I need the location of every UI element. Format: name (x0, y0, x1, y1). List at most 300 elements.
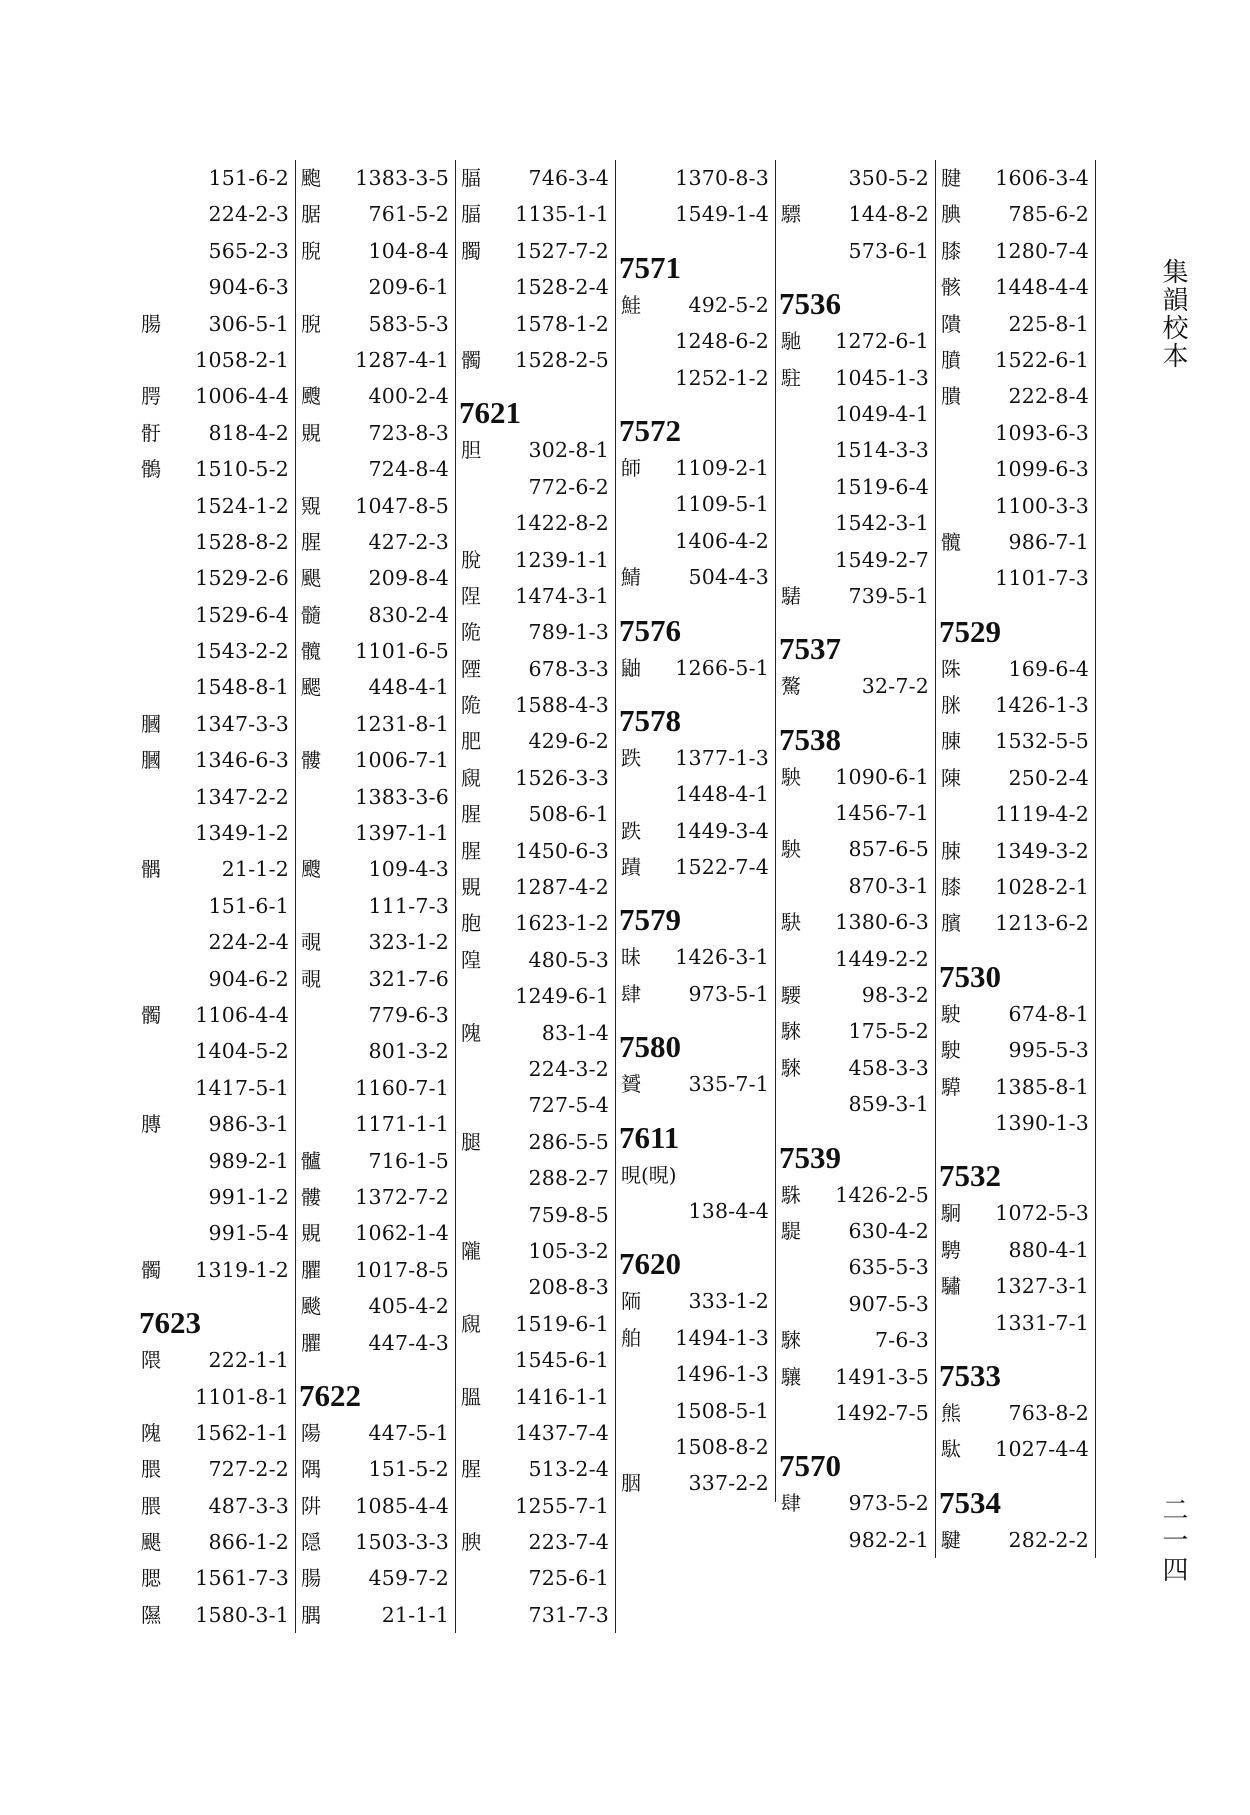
index-entry (297, 1288, 455, 1324)
entry-reference: 224-2-4 (208, 930, 289, 955)
entry-reference: 111-7-3 (368, 893, 449, 918)
entry-reference: 1072-5-3 (995, 1201, 1089, 1226)
index-entry (937, 378, 1095, 414)
entry-reference: 1006-4-4 (195, 384, 289, 409)
entry-character: 腢 (301, 1602, 321, 1627)
index-entry (137, 1215, 295, 1251)
entry-reference: 1449-2-2 (835, 946, 929, 971)
section-heading: 7622 (299, 1377, 361, 1413)
index-entry (457, 651, 615, 687)
entry-reference: 1542-3-1 (835, 511, 929, 536)
entry-reference: 986-3-1 (208, 1112, 289, 1137)
index-entry (457, 469, 615, 505)
entry-reference: 739-5-1 (848, 583, 929, 608)
entry-reference: 1346-6-3 (195, 748, 289, 773)
entry-character: 肆 (781, 1491, 801, 1516)
index-entry (617, 450, 775, 486)
entry-reference: 763-8-2 (1008, 1400, 1089, 1425)
index-entry (297, 560, 455, 596)
entry-character: 髑 (461, 347, 481, 372)
entry-character: 陒 (461, 620, 481, 645)
entry-reference: 1406-4-2 (675, 528, 769, 553)
entry-character: 髑 (141, 1002, 161, 1027)
entry-reference: 1404-5-2 (195, 1039, 289, 1064)
index-entry (937, 833, 1095, 869)
entry-reference: 1449-3-4 (675, 818, 769, 843)
index-entry (777, 578, 935, 614)
entry-character: 陒 (461, 693, 481, 718)
entry-reference: 1529-2-6 (195, 566, 289, 591)
index-entry (137, 997, 295, 1033)
entry-reference: 1528-2-5 (515, 347, 609, 372)
index-entry (137, 1106, 295, 1142)
index-entry (617, 287, 775, 323)
index-entry (937, 269, 1095, 305)
entry-character: 脒 (941, 693, 961, 718)
entry-character: 腒 (301, 202, 321, 227)
entry-character: 覛 (461, 1311, 481, 1336)
entry-reference: 630-4-2 (848, 1218, 929, 1243)
entry-reference: 1526-3-3 (515, 765, 609, 790)
entry-character: 隈 (141, 1348, 161, 1373)
entry-reference: 1549-2-7 (835, 547, 929, 572)
entry-reference: 1093-6-3 (995, 420, 1089, 445)
entry-reference: 1047-8-5 (355, 493, 449, 518)
entry-reference: 1109-2-1 (675, 455, 769, 480)
entry-reference: 1492-7-5 (835, 1400, 929, 1425)
entry-reference: 1372-7-2 (355, 1184, 449, 1209)
entry-reference: 1058-2-1 (195, 347, 289, 372)
entry-character: 膝 (941, 875, 961, 900)
entry-reference: 1319-1-2 (195, 1257, 289, 1282)
entry-character: 驃 (781, 202, 801, 227)
entry-reference: 1370-8-3 (675, 166, 769, 190)
index-entry (617, 1465, 775, 1501)
index-entry (937, 451, 1095, 487)
index-entry (137, 815, 295, 851)
entry-reference: 223-7-4 (528, 1530, 609, 1555)
entry-reference: 674-8-1 (1008, 1001, 1089, 1026)
entry-reference: 335-7-1 (688, 1072, 769, 1097)
index-entry (137, 851, 295, 887)
entry-reference: 224-2-3 (208, 202, 289, 227)
entry-character: 覛 (461, 765, 481, 790)
index-entry (297, 1325, 455, 1361)
entry-character: 胭 (621, 1471, 641, 1496)
index-entry (617, 1157, 775, 1193)
entry-reference: 337-2-2 (688, 1471, 769, 1496)
entry-character: 蹟 (621, 855, 641, 880)
entry-reference: 818-4-2 (208, 420, 289, 445)
index-entry (137, 415, 295, 451)
index-entry (457, 869, 615, 905)
index-entry (777, 542, 935, 578)
entry-reference: 801-3-2 (368, 1039, 449, 1064)
entry-character: 鯖 (621, 565, 641, 590)
entry-character: 腴 (461, 1530, 481, 1555)
entry-character: 隠 (301, 1530, 321, 1555)
index-entry (297, 451, 455, 487)
index-entry (777, 1286, 935, 1322)
index-entry (617, 486, 775, 522)
index-entry (617, 1429, 775, 1465)
entry-character: 胞 (461, 911, 481, 936)
entry-reference: 323-1-2 (368, 930, 449, 955)
entry-reference: 1532-5-5 (995, 729, 1089, 754)
entry-character: 舶 (621, 1325, 641, 1350)
entry-reference: 1252-1-2 (675, 365, 769, 390)
entry-reference: 21-1-2 (221, 857, 289, 882)
index-entry (937, 996, 1095, 1032)
index-entry (457, 160, 615, 196)
entry-reference: 870-3-1 (848, 873, 929, 898)
index-entry (777, 469, 935, 505)
entry-reference: 1510-5-2 (195, 457, 289, 482)
entry-reference: 508-6-1 (528, 802, 609, 827)
entry-character: 驤 (781, 1364, 801, 1389)
index-entry (457, 578, 615, 614)
entry-character: 腷 (461, 202, 481, 227)
index-entry (457, 269, 615, 305)
entry-reference: 1085-4-4 (355, 1493, 449, 1518)
index-entry (777, 233, 935, 269)
index-entry (777, 1086, 935, 1122)
index-entry (457, 687, 615, 723)
entry-reference: 982-2-1 (848, 1527, 929, 1552)
index-entry (457, 796, 615, 832)
entry-reference: 1519-6-4 (835, 474, 929, 499)
entry-reference: 222-1-1 (208, 1348, 289, 1373)
entry-reference: 789-1-3 (528, 620, 609, 645)
entry-reference: 250-2-4 (1008, 765, 1089, 790)
index-entry (617, 1393, 775, 1429)
entry-reference: 1385-8-1 (995, 1074, 1089, 1099)
entry-reference: 1397-1-1 (355, 821, 449, 846)
index-column-4 (617, 160, 776, 1502)
index-entry (137, 488, 295, 524)
index-entry (297, 924, 455, 960)
index-entry (777, 1213, 935, 1249)
index-column-1 (137, 160, 296, 1633)
index-entry (937, 196, 1095, 232)
index-entry (937, 1268, 1095, 1304)
entry-character: 髑 (141, 1257, 161, 1282)
index-entry (457, 978, 615, 1014)
index-entry (137, 160, 295, 196)
entry-reference: 1383-3-6 (355, 784, 449, 809)
index-entry (137, 1597, 295, 1633)
index-entry (137, 1488, 295, 1524)
entry-character: 颼 (301, 384, 321, 409)
index-entry (297, 961, 455, 997)
index-entry (457, 1560, 615, 1596)
entry-reference: 830-2-4 (368, 602, 449, 627)
entry-character: 駄 (941, 1437, 961, 1462)
entry-character: 腉 (301, 311, 321, 336)
entry-reference: 1519-6-1 (515, 1311, 609, 1336)
entry-reference: 1006-7-1 (355, 748, 449, 773)
entry-reference: 1213-6-2 (995, 911, 1089, 936)
entry-reference: 1426-2-5 (835, 1182, 929, 1207)
index-entry (777, 977, 935, 1013)
index-entry (297, 488, 455, 524)
entry-reference: 175-5-2 (848, 1019, 929, 1044)
index-entry (297, 1252, 455, 1288)
index-entry (777, 323, 935, 359)
entry-character: 髓 (301, 602, 321, 627)
entry-character: 駛 (941, 1038, 961, 1063)
index-entry (457, 1233, 615, 1269)
entry-reference: 169-6-4 (1008, 656, 1089, 681)
entry-character: 鼬 (621, 655, 641, 680)
entry-reference: 109-4-3 (368, 857, 449, 882)
entry-reference: 302-8-1 (528, 438, 609, 463)
index-entry (137, 1033, 295, 1069)
index-entry (777, 1322, 935, 1358)
entry-character: 駐 (781, 365, 801, 390)
index-entry (617, 523, 775, 559)
index-entry (457, 1015, 615, 1051)
index-entry (777, 196, 935, 232)
entry-reference: 1491-3-5 (835, 1364, 929, 1389)
entry-reference: 1474-3-1 (515, 583, 609, 608)
section-heading: 7536 (779, 286, 841, 322)
index-entry (937, 1032, 1095, 1068)
entry-reference: 222-8-4 (1008, 384, 1089, 409)
entry-reference: 1426-3-1 (675, 945, 769, 970)
entry-reference: 1580-3-1 (195, 1602, 289, 1627)
index-entry (137, 669, 295, 705)
index-entry (297, 669, 455, 705)
index-entry (937, 1522, 1095, 1558)
entry-reference: 1383-3-5 (355, 166, 449, 190)
entry-reference: 1529-6-4 (195, 602, 289, 627)
index-entry (777, 941, 935, 977)
entry-reference: 151-6-1 (208, 893, 289, 918)
entry-reference: 333-1-2 (688, 1289, 769, 1314)
index-entry (937, 723, 1095, 759)
entry-reference: 321-7-6 (368, 966, 449, 991)
index-entry (137, 560, 295, 596)
entry-character: 膕 (141, 748, 161, 773)
entry-character: 阱 (301, 1493, 321, 1518)
section-heading: 7578 (619, 702, 681, 738)
entry-reference: 1545-6-1 (515, 1348, 609, 1373)
entry-character: 駚 (781, 764, 801, 789)
entry-character: 鮭 (621, 292, 641, 317)
entry-character: 晛(晛) (621, 1162, 677, 1187)
index-entry (297, 779, 455, 815)
entry-reference: 1090-6-1 (835, 764, 929, 789)
entry-reference: 723-8-3 (368, 420, 449, 445)
entry-reference: 1508-8-2 (675, 1434, 769, 1459)
entry-reference: 1100-3-3 (995, 493, 1089, 518)
index-entry (297, 888, 455, 924)
index-entry (297, 1215, 455, 1251)
entry-reference: 973-5-1 (688, 981, 769, 1006)
index-entry (617, 976, 775, 1012)
entry-reference: 405-4-2 (368, 1294, 449, 1319)
entry-reference: 1448-4-1 (675, 782, 769, 807)
entry-character: 骬 (141, 420, 161, 445)
section-heading: 7580 (619, 1029, 681, 1065)
entry-character: 贇 (621, 1072, 641, 1097)
index-entry (617, 776, 775, 812)
index-entry (777, 1013, 935, 1049)
section-heading: 7579 (619, 902, 681, 938)
index-entry (937, 1069, 1095, 1105)
index-entry (297, 1560, 455, 1596)
index-entry (137, 597, 295, 633)
entry-reference: 306-5-1 (208, 311, 289, 336)
index-entry (297, 1415, 455, 1451)
index-entry (297, 1143, 455, 1179)
entry-reference: 1101-8-1 (195, 1384, 289, 1409)
index-entry (617, 196, 775, 232)
entry-character: 臞 (301, 1257, 321, 1282)
index-entry (137, 1560, 295, 1596)
entry-reference: 209-6-1 (368, 275, 449, 300)
section-heading: 7611 (619, 1119, 680, 1155)
entry-reference: 991-1-2 (208, 1184, 289, 1209)
entry-reference: 1416-1-1 (515, 1384, 609, 1409)
index-entry (297, 269, 455, 305)
entry-character: 陑 (621, 1289, 641, 1314)
entry-reference: 1426-1-3 (995, 693, 1089, 718)
entry-reference: 1522-7-4 (675, 855, 769, 880)
entry-reference: 1543-2-2 (195, 639, 289, 664)
entry-character: 髏 (301, 748, 321, 773)
entry-character: 颶 (301, 566, 321, 591)
entry-reference: 1422-8-2 (515, 511, 609, 536)
index-entry (617, 849, 775, 885)
entry-reference: 1171-1-1 (355, 1112, 449, 1137)
entry-character: 髗 (301, 1148, 321, 1173)
index-entry (297, 997, 455, 1033)
entry-character: 騋 (781, 1328, 801, 1353)
entry-reference: 1377-1-3 (675, 745, 769, 770)
entry-reference: 1417-5-1 (195, 1075, 289, 1100)
entry-reference: 1239-1-1 (515, 547, 609, 572)
entry-reference: 448-4-1 (368, 675, 449, 700)
entry-reference: 447-4-3 (368, 1330, 449, 1355)
index-entry (457, 1087, 615, 1123)
section-heading: 7570 (779, 1448, 841, 1484)
entry-reference: 1287-4-2 (515, 875, 609, 900)
entry-reference: 1528-8-2 (195, 529, 289, 554)
entry-character: 髖 (941, 529, 961, 554)
index-entry (937, 1395, 1095, 1431)
index-entry (137, 524, 295, 560)
index-entry (297, 1106, 455, 1142)
entry-character: 覞 (461, 875, 481, 900)
entry-reference: 282-2-2 (1008, 1527, 1089, 1552)
entry-reference: 1562-1-1 (195, 1420, 289, 1445)
entry-reference: 907-5-3 (848, 1291, 929, 1316)
entry-reference: 208-8-3 (528, 1275, 609, 1300)
index-entry (617, 740, 775, 776)
entry-character: 腥 (301, 529, 321, 554)
section-heading: 7537 (779, 631, 841, 667)
entry-reference: 761-5-2 (368, 202, 449, 227)
entry-character: 隅 (301, 1457, 321, 1482)
entry-reference: 1045-1-3 (835, 365, 929, 390)
entry-reference: 731-7-3 (528, 1602, 609, 1627)
index-entry (137, 1415, 295, 1451)
section-heading: 7571 (619, 249, 681, 285)
entry-character: 颼 (301, 857, 321, 882)
entry-character: 覗 (301, 930, 321, 955)
entry-reference: 1109-5-1 (675, 492, 769, 517)
entry-reference: 1578-1-2 (515, 311, 609, 336)
entry-character: 颶 (141, 1530, 161, 1555)
index-entry (137, 306, 295, 342)
entry-reference: 1062-1-4 (355, 1221, 449, 1246)
entry-character: 陎 (941, 656, 961, 681)
entry-reference: 1027-4-4 (995, 1437, 1089, 1462)
section-heading: 7576 (619, 612, 681, 648)
index-entry (137, 1342, 295, 1378)
index-entry (617, 939, 775, 975)
index-entry (297, 706, 455, 742)
index-entry (457, 1160, 615, 1196)
entry-reference: 427-2-3 (368, 529, 449, 554)
entry-reference: 98-3-2 (861, 983, 929, 1008)
section-heading: 7539 (779, 1139, 841, 1175)
index-entry (617, 559, 775, 595)
index-entry (777, 904, 935, 940)
entry-reference: 904-6-3 (208, 275, 289, 300)
index-entry (937, 651, 1095, 687)
entry-reference: 459-7-2 (368, 1566, 449, 1591)
entry-character: 膞 (141, 1112, 161, 1137)
index-entry (137, 269, 295, 305)
index-entry (457, 1269, 615, 1305)
entry-character: 跌 (621, 745, 641, 770)
index-entry (937, 1431, 1095, 1467)
entry-reference: 1503-3-3 (355, 1530, 449, 1555)
entry-reference: 487-3-3 (208, 1493, 289, 1518)
index-entry (137, 1252, 295, 1288)
entry-reference: 1623-1-2 (515, 911, 609, 936)
entry-reference: 991-5-4 (208, 1221, 289, 1246)
entry-reference: 573-6-1 (848, 238, 929, 263)
entry-reference: 866-1-2 (208, 1530, 289, 1555)
entry-character: 隰 (141, 1602, 161, 1627)
section-heading: 7623 (139, 1305, 201, 1341)
entry-reference: 986-7-1 (1008, 529, 1089, 554)
entry-reference: 224-3-2 (528, 1056, 609, 1081)
entry-reference: 32-7-2 (861, 674, 929, 699)
entry-reference: 759-8-5 (528, 1202, 609, 1227)
entry-character: 腮 (141, 1566, 161, 1591)
entry-reference: 1287-4-1 (355, 347, 449, 372)
index-entry (937, 1105, 1095, 1141)
entry-character: 騲 (941, 1074, 961, 1099)
entry-reference: 1280-7-4 (995, 238, 1089, 263)
entry-character: 脨 (941, 838, 961, 863)
entry-reference: 1349-1-2 (195, 821, 289, 846)
entry-character: 腥 (461, 802, 481, 827)
index-entry (137, 742, 295, 778)
index-entry (297, 378, 455, 414)
entry-reference: 151-5-2 (368, 1457, 449, 1482)
entry-reference: 1390-1-3 (995, 1110, 1089, 1135)
entry-reference: 1448-4-4 (995, 275, 1089, 300)
entry-reference: 1524-1-2 (195, 493, 289, 518)
index-entry (297, 415, 455, 451)
section-heading: 7530 (939, 958, 1001, 994)
